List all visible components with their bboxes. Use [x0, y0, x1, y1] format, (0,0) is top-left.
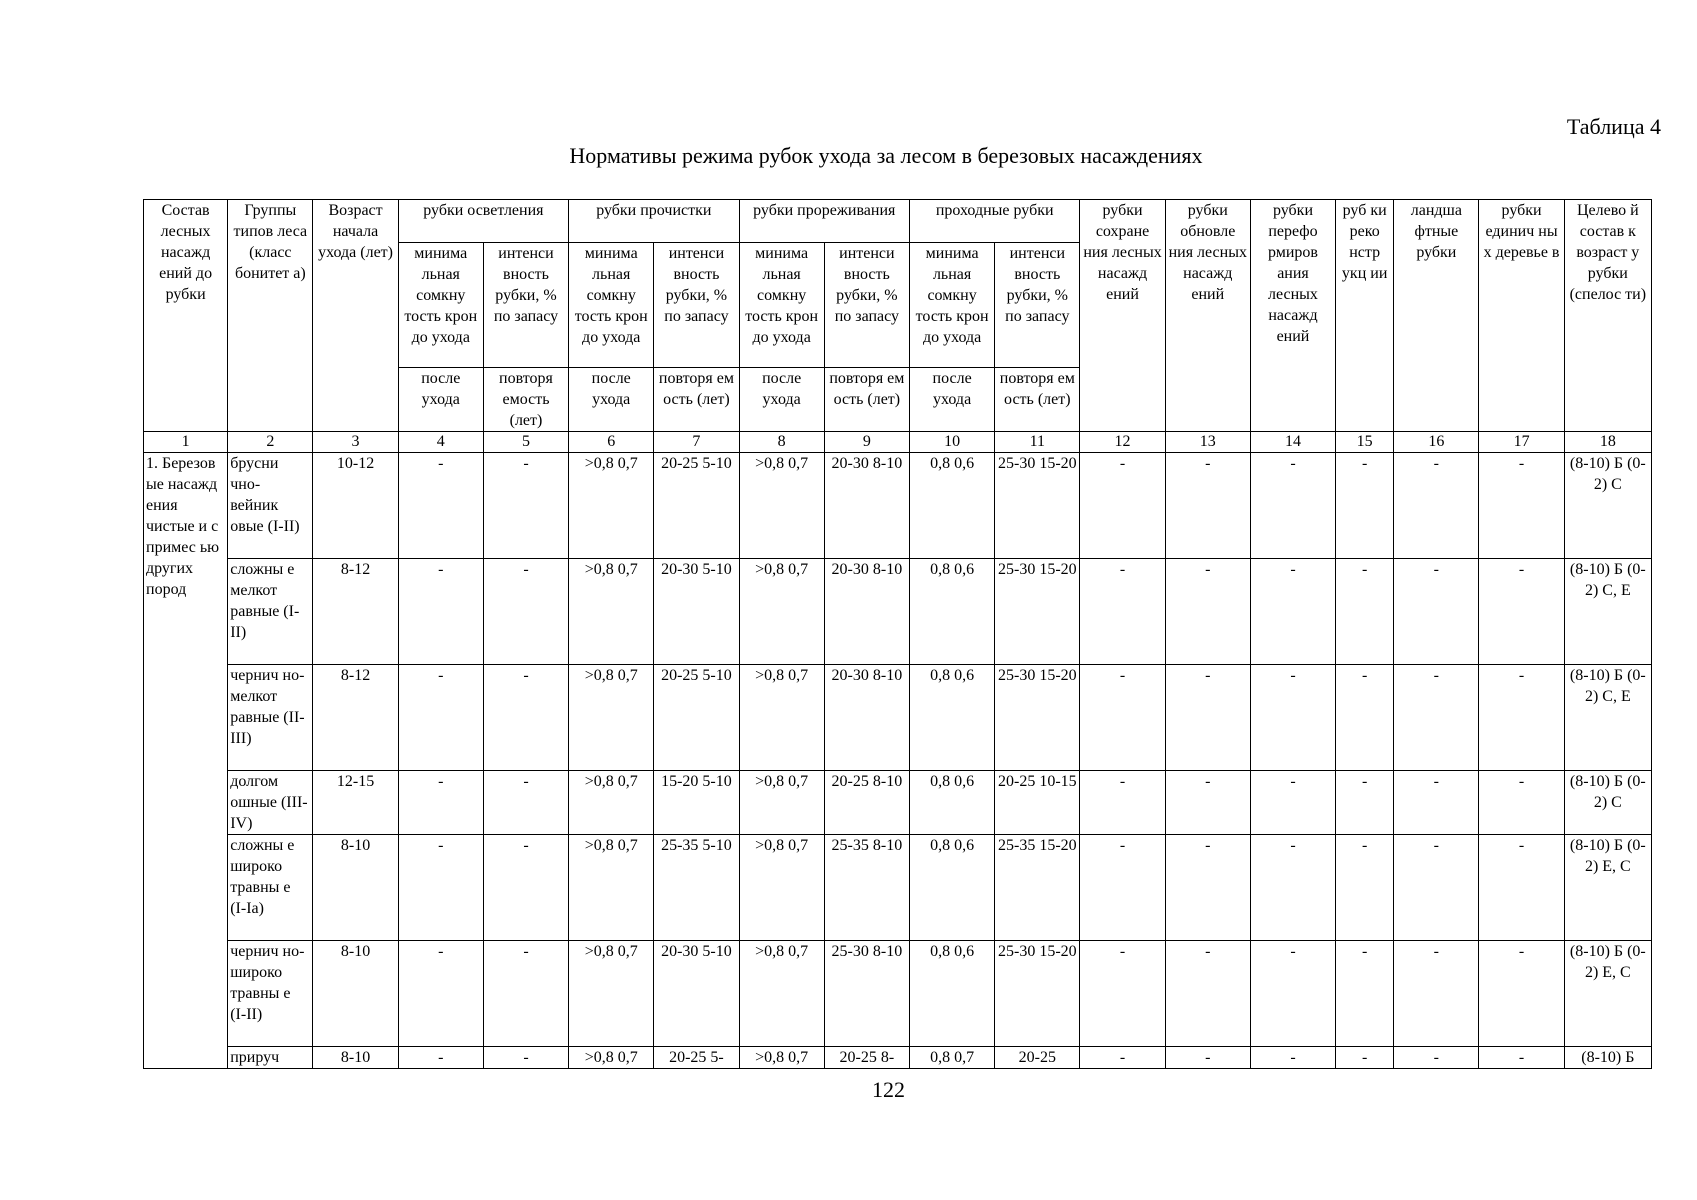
subheader-min-density: минима льная сомкну тость крон до ухода	[398, 243, 483, 368]
prohodnye-intensity-cell: 25-30 15-20	[995, 453, 1080, 559]
forest-type-cell: чернич но- широко травны е (I-II)	[228, 941, 313, 1047]
rekonstrukcia-cell: -	[1336, 1047, 1394, 1069]
rekonstrukcia-cell: -	[1336, 453, 1394, 559]
column-number-row	[144, 432, 1652, 453]
prohodnye-min-cell: 0,8 0,6	[909, 771, 994, 835]
forest-type-cell: сложны е мелкот равные (I-II)	[228, 559, 313, 665]
subheader-repeat: повторя ем ость (лет)	[654, 368, 739, 432]
pereformirovanie-cell: -	[1250, 665, 1335, 771]
prorezhivanie-intensity-cell: 20-30 8-10	[824, 665, 909, 771]
prohodnye-min-cell: 0,8 0,6	[909, 835, 994, 941]
start-age-cell: 8-12	[313, 559, 398, 665]
start-age-cell: 8-10	[313, 835, 398, 941]
prochistka-min-cell: >0,8 0,7	[569, 559, 654, 665]
column-number: 4	[398, 432, 483, 453]
osvetlenie-min-cell: -	[398, 771, 483, 835]
table-number: Таблица 4	[1566, 114, 1661, 139]
forest-type-cell: прируч	[228, 1047, 313, 1069]
subheader-min-density: минима льная сомкну тость крон до ухода	[909, 243, 994, 368]
table-row	[144, 559, 1652, 665]
subheader-repeat: повторя емость (лет)	[483, 368, 568, 432]
subheader-repeat: повторя ем ость (лет)	[995, 368, 1080, 432]
target-composition-cell: (8-10) Б (0-2) С, Е	[1564, 559, 1651, 665]
start-age-cell: 8-10	[313, 1047, 398, 1069]
table-row	[144, 1047, 1652, 1069]
sohranenie-cell: -	[1080, 1047, 1165, 1069]
obnovlenie-cell: -	[1165, 941, 1250, 1047]
prohodnye-intensity-cell: 20-25	[995, 1047, 1080, 1069]
osvetlenie-intensity-cell: -	[483, 665, 568, 771]
osvetlenie-intensity-cell: -	[483, 835, 568, 941]
osvetlenie-intensity-cell: -	[483, 771, 568, 835]
prorezhivanie-min-cell: >0,8 0,7	[739, 665, 824, 771]
forest-type-cell: сложны е широко травны е (I-Ia)	[228, 835, 313, 941]
subheader-intensity: интенси вность рубки, % по запасу	[483, 243, 568, 368]
pereformirovanie-cell: -	[1250, 835, 1335, 941]
prochistka-min-cell: >0,8 0,7	[569, 453, 654, 559]
rekonstrukcia-cell: -	[1336, 771, 1394, 835]
pereformirovanie-cell: -	[1250, 559, 1335, 665]
osvetlenie-intensity-cell: -	[483, 941, 568, 1047]
osvetlenie-intensity-cell: -	[483, 559, 568, 665]
obnovlenie-cell: -	[1165, 835, 1250, 941]
column-number: 12	[1080, 432, 1165, 453]
norms-table	[143, 199, 1652, 1069]
col-header-edinichnye: рубки единич ны х деревье в	[1479, 200, 1564, 432]
edinichnye-cell: -	[1479, 941, 1564, 1047]
sohranenie-cell: -	[1080, 941, 1165, 1047]
pereformirovanie-cell: -	[1250, 453, 1335, 559]
column-number: 10	[909, 432, 994, 453]
edinichnye-cell: -	[1479, 453, 1564, 559]
prorezhivanie-intensity-cell: 25-30 8-10	[824, 941, 909, 1047]
rekonstrukcia-cell: -	[1336, 941, 1394, 1047]
column-number: 18	[1564, 432, 1651, 453]
prohodnye-intensity-cell: 25-30 15-20	[995, 941, 1080, 1047]
osvetlenie-intensity-cell: -	[483, 1047, 568, 1069]
forest-type-cell: долгом ошные (III-IV)	[228, 771, 313, 835]
subheader-after-care: после ухода	[569, 368, 654, 432]
column-number: 2	[228, 432, 313, 453]
landshaftnye-cell: -	[1394, 771, 1479, 835]
landshaftnye-cell: -	[1394, 941, 1479, 1047]
prochistka-intensity-cell: 20-30 5-10	[654, 941, 739, 1047]
column-number: 3	[313, 432, 398, 453]
header-row-groups	[144, 200, 1652, 243]
sohranenie-cell: -	[1080, 665, 1165, 771]
prorezhivanie-min-cell: >0,8 0,7	[739, 1047, 824, 1069]
osvetlenie-min-cell: -	[398, 835, 483, 941]
column-number: 11	[995, 432, 1080, 453]
column-number: 6	[569, 432, 654, 453]
prorezhivanie-intensity-cell: 20-25 8-10	[824, 771, 909, 835]
osvetlenie-intensity-cell: -	[483, 453, 568, 559]
prorezhivanie-intensity-cell: 25-35 8-10	[824, 835, 909, 941]
start-age-cell: 8-12	[313, 665, 398, 771]
prohodnye-min-cell: 0,8 0,6	[909, 665, 994, 771]
start-age-cell: 8-10	[313, 941, 398, 1047]
prochistka-intensity-cell: 20-30 5-10	[654, 559, 739, 665]
prohodnye-min-cell: 0,8 0,6	[909, 941, 994, 1047]
pereformirovanie-cell: -	[1250, 1047, 1335, 1069]
edinichnye-cell: -	[1479, 665, 1564, 771]
col-header-sohranenie: рубки сохране ния лесных насажд ений	[1080, 200, 1165, 432]
prochistka-intensity-cell: 25-35 5-10	[654, 835, 739, 941]
group-header-prohodnye: проходные рубки	[909, 200, 1079, 243]
table-row	[144, 665, 1652, 771]
col-header-pereformirovanie: рубки перефо рмиров ания лесных насажд ений	[1250, 200, 1335, 432]
target-composition-cell: (8-10) Б (0-2) Е, С	[1564, 941, 1651, 1047]
subheader-after-care: после ухода	[398, 368, 483, 432]
sohranenie-cell: -	[1080, 453, 1165, 559]
column-number: 7	[654, 432, 739, 453]
prochistka-intensity-cell: 20-25 5-	[654, 1047, 739, 1069]
column-number: 1	[144, 432, 228, 453]
prorezhivanie-min-cell: >0,8 0,7	[739, 559, 824, 665]
osvetlenie-min-cell: -	[398, 665, 483, 771]
column-number: 8	[739, 432, 824, 453]
column-number: 9	[824, 432, 909, 453]
subheader-min-density: минима льная сомкну тость крон до ухода	[739, 243, 824, 368]
obnovlenie-cell: -	[1165, 1047, 1250, 1069]
column-number: 13	[1165, 432, 1250, 453]
prochistka-intensity-cell: 20-25 5-10	[654, 665, 739, 771]
prorezhivanie-min-cell: >0,8 0,7	[739, 835, 824, 941]
col-header-landshaftnye: ландша фтные рубки	[1394, 200, 1479, 432]
group-label-cell: 1. Березов ые насажд ения чистые и с примес ью других пород	[144, 453, 228, 1069]
prohodnye-intensity-cell: 25-30 15-20	[995, 559, 1080, 665]
subheader-intensity: интенси вность рубки, % по запасу	[995, 243, 1080, 368]
group-header-osvetlenie: рубки осветления	[398, 200, 568, 243]
target-composition-cell: (8-10) Б (0-2) С	[1564, 771, 1651, 835]
prochistka-min-cell: >0,8 0,7	[569, 941, 654, 1047]
col-header-start-age: Возраст начала ухода (лет)	[313, 200, 398, 432]
column-number: 15	[1336, 432, 1394, 453]
prohodnye-min-cell: 0,8 0,6	[909, 559, 994, 665]
osvetlenie-min-cell: -	[398, 453, 483, 559]
prorezhivanie-min-cell: >0,8 0,7	[739, 453, 824, 559]
page-number: 122	[872, 1077, 905, 1102]
table-row	[144, 771, 1652, 835]
sohranenie-cell: -	[1080, 835, 1165, 941]
edinichnye-cell: -	[1479, 559, 1564, 665]
prochistka-min-cell: >0,8 0,7	[569, 771, 654, 835]
sohranenie-cell: -	[1080, 559, 1165, 665]
target-composition-cell: (8-10) Б (0-2) С	[1564, 453, 1651, 559]
prochistka-min-cell: >0,8 0,7	[569, 665, 654, 771]
col-header-obnovlenie: рубки обновле ния лесных насажд ений	[1165, 200, 1250, 432]
landshaftnye-cell: -	[1394, 835, 1479, 941]
table-row	[144, 835, 1652, 941]
prorezhivanie-intensity-cell: 20-30 8-10	[824, 559, 909, 665]
target-composition-cell: (8-10) Б (0-2) С, Е	[1564, 665, 1651, 771]
page-title: Нормативы режима рубок ухода за лесом в березовых насаждениях	[569, 143, 1203, 168]
column-number: 5	[483, 432, 568, 453]
target-composition-cell: (8-10) Б (0-2) Е, С	[1564, 835, 1651, 941]
prohodnye-intensity-cell: 25-30 15-20	[995, 665, 1080, 771]
prochistka-min-cell: >0,8 0,7	[569, 835, 654, 941]
edinichnye-cell: -	[1479, 771, 1564, 835]
prochistka-min-cell: >0,8 0,7	[569, 1047, 654, 1069]
sohranenie-cell: -	[1080, 771, 1165, 835]
prorezhivanie-min-cell: >0,8 0,7	[739, 941, 824, 1047]
obnovlenie-cell: -	[1165, 453, 1250, 559]
osvetlenie-min-cell: -	[398, 941, 483, 1047]
osvetlenie-min-cell: -	[398, 559, 483, 665]
target-composition-cell: (8-10) Б	[1564, 1047, 1651, 1069]
obnovlenie-cell: -	[1165, 665, 1250, 771]
prorezhivanie-min-cell: >0,8 0,7	[739, 771, 824, 835]
rekonstrukcia-cell: -	[1336, 559, 1394, 665]
landshaftnye-cell: -	[1394, 453, 1479, 559]
landshaftnye-cell: -	[1394, 665, 1479, 771]
group-header-prorezhivanie: рубки прореживания	[739, 200, 909, 243]
col-header-rekonstrukcia: руб ки реко нстр укц ии	[1336, 200, 1394, 432]
start-age-cell: 12-15	[313, 771, 398, 835]
edinichnye-cell: -	[1479, 1047, 1564, 1069]
table-row	[144, 453, 1652, 559]
column-number: 16	[1394, 432, 1479, 453]
rekonstrukcia-cell: -	[1336, 835, 1394, 941]
col-header-forest-type: Группы типов леса (класс бонитет а)	[228, 200, 313, 432]
landshaftnye-cell: -	[1394, 1047, 1479, 1069]
column-number: 14	[1250, 432, 1335, 453]
subheader-min-density: минима льная сомкну тость крон до ухода	[569, 243, 654, 368]
group-header-prochistka: рубки прочистки	[569, 200, 739, 243]
subheader-repeat: повторя ем ость (лет)	[824, 368, 909, 432]
column-number: 17	[1479, 432, 1564, 453]
landshaftnye-cell: -	[1394, 559, 1479, 665]
subheader-after-care: после ухода	[739, 368, 824, 432]
osvetlenie-min-cell: -	[398, 1047, 483, 1069]
subheader-after-care: после ухода	[909, 368, 994, 432]
subheader-intensity: интенси вность рубки, % по запасу	[654, 243, 739, 368]
rekonstrukcia-cell: -	[1336, 665, 1394, 771]
subheader-intensity: интенси вность рубки, % по запасу	[824, 243, 909, 368]
col-header-composition: Состав лесных насажд ений до рубки	[144, 200, 228, 432]
prohodnye-min-cell: 0,8 0,6	[909, 453, 994, 559]
prohodnye-min-cell: 0,8 0,7	[909, 1047, 994, 1069]
pereformirovanie-cell: -	[1250, 941, 1335, 1047]
start-age-cell: 10-12	[313, 453, 398, 559]
prochistka-intensity-cell: 15-20 5-10	[654, 771, 739, 835]
edinichnye-cell: -	[1479, 835, 1564, 941]
prorezhivanie-intensity-cell: 20-30 8-10	[824, 453, 909, 559]
prohodnye-intensity-cell: 25-35 15-20	[995, 835, 1080, 941]
pereformirovanie-cell: -	[1250, 771, 1335, 835]
col-header-target-composition: Целево й состав к возраст у рубки (спелос ти)	[1564, 200, 1651, 432]
forest-type-cell: брусни чно- вейник овые (I-II)	[228, 453, 313, 559]
prorezhivanie-intensity-cell: 20-25 8-	[824, 1047, 909, 1069]
obnovlenie-cell: -	[1165, 559, 1250, 665]
prochistka-intensity-cell: 20-25 5-10	[654, 453, 739, 559]
table-row	[144, 941, 1652, 1047]
prohodnye-intensity-cell: 20-25 10-15	[995, 771, 1080, 835]
forest-type-cell: чернич но- мелкот равные (II-III)	[228, 665, 313, 771]
obnovlenie-cell: -	[1165, 771, 1250, 835]
